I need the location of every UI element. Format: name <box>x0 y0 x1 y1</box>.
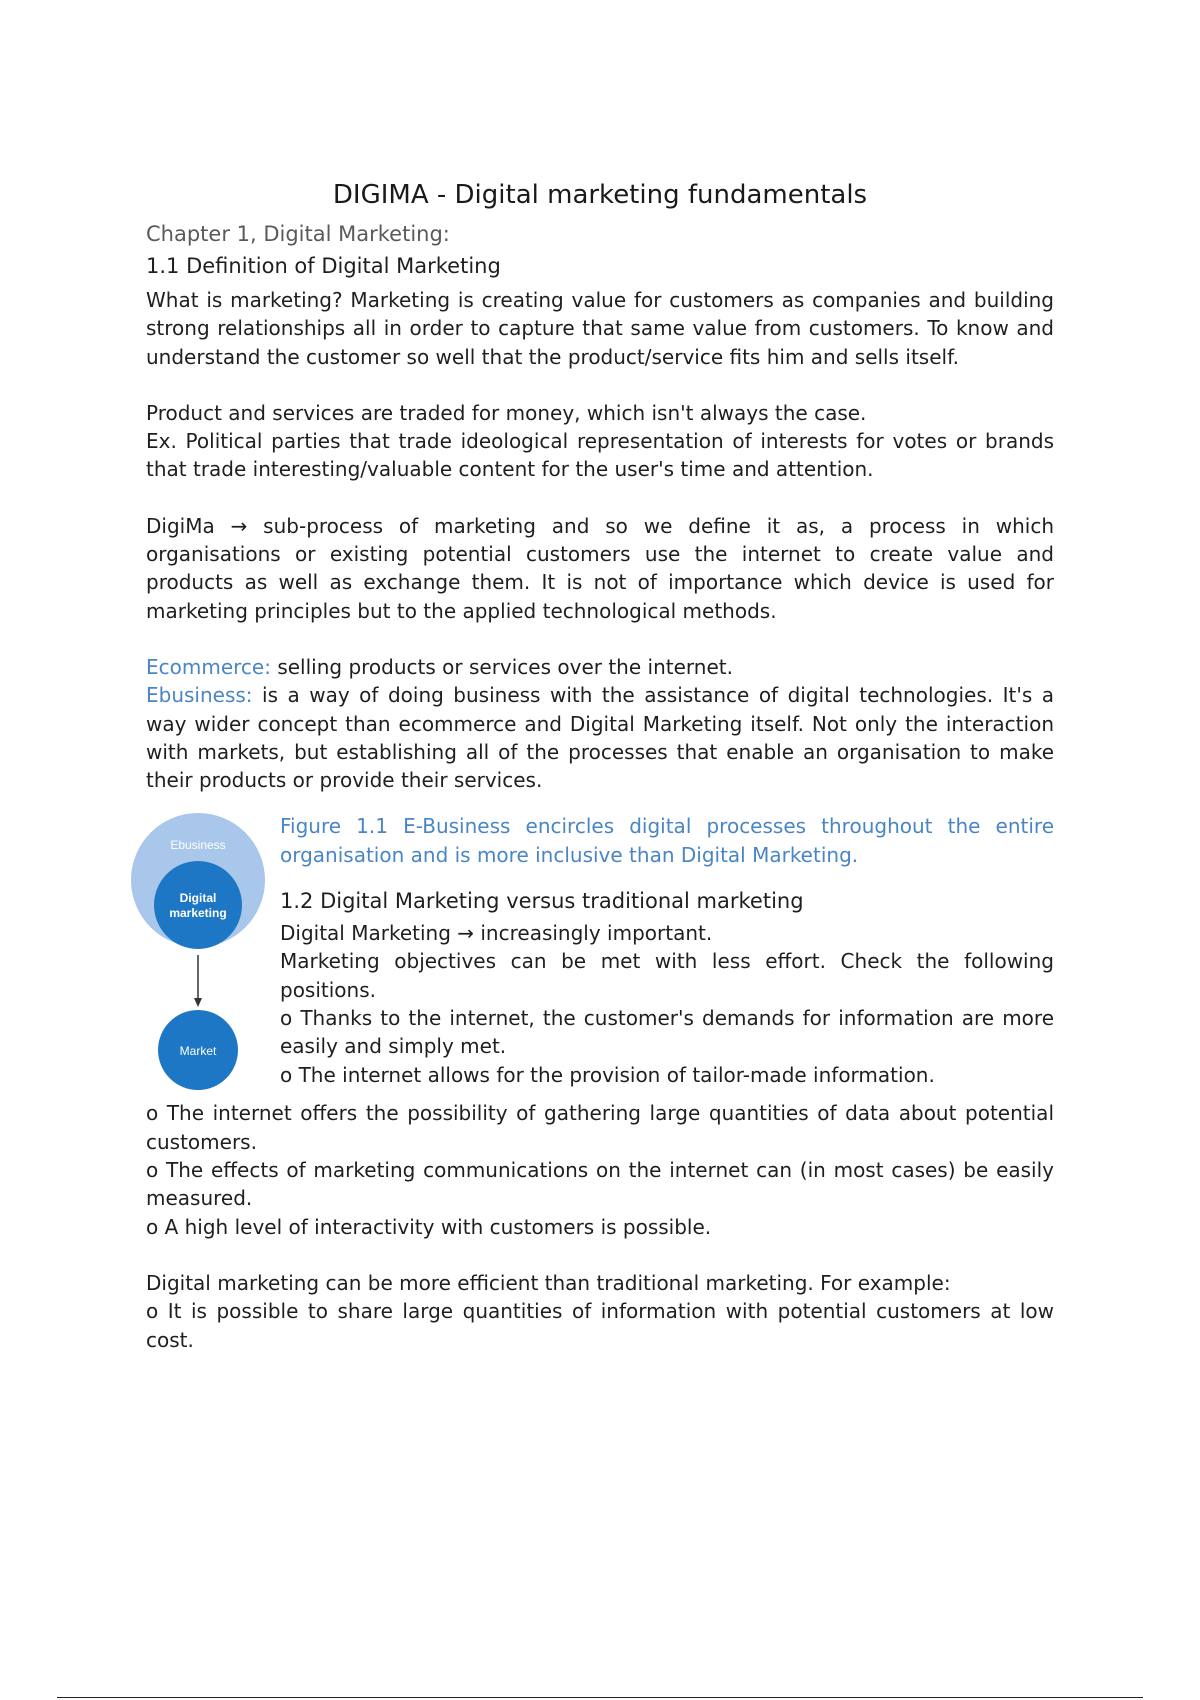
ebusiness-diagram-svg <box>130 812 266 1102</box>
digital-marketing-circle <box>154 861 242 949</box>
paragraph-marketing-definition: What is marketing? Marketing is creating value for customers as companies and building strong relationships all in order to capture that same value from customers. To know and understand the customer so well that the product/service fits him and sells itself. <box>146 288 1054 369</box>
bullet-interactivity: o A high level of interactivity with customers is possible. <box>146 1214 712 1239</box>
bullet-tailor-made: o The internet allows for the provision of tailor-made information. <box>280 1062 935 1087</box>
bullet-customer-demands: o Thanks to the internet, the customer's demands for information are more easily and simply met. <box>280 1005 1054 1059</box>
ebusiness-definition: is a way of doing business with the assistance of digital technologies. It's a way wider concept than ecommerce and Digital Marketing itself. Not only the interaction with markets, but establishing all of the processes that enable an organisation to make their products or provide their services. <box>146 683 1054 793</box>
figure-row <box>146 812 1054 1102</box>
arrow-head-icon <box>194 998 202 1007</box>
document-page <box>146 170 1054 1354</box>
ecommerce-definition: selling products or services over the internet. <box>270 654 733 679</box>
digital-marketing-label-2: marketing <box>169 906 227 921</box>
paragraph-digima: DigiMa → sub-process of marketing and so we define it as, a process in which organisations or existing potential customers use the internet to create value and products as well as exchange them. It is not of importance which device is used for marketing principles but to the applied technological methods. <box>146 513 1054 623</box>
footer-rule <box>57 1697 1143 1698</box>
paragraph-ebusiness <box>146 681 1054 794</box>
chapter-heading: Chapter 1, Digital Marketing: <box>146 222 450 246</box>
digital-marketing-label-1: Digital <box>179 891 217 906</box>
market-label: Market <box>179 1044 217 1059</box>
paragraph-efficient: Digital marketing can be more efficient than traditional marketing. For example: <box>146 1270 951 1295</box>
line-increasingly-important: Digital Marketing → increasingly important. <box>280 921 713 946</box>
bullet-measured: o The effects of marketing communications on the internet can (in most cases) be easily measured. <box>146 1158 1054 1211</box>
figure-side-text <box>280 812 1054 1102</box>
bullet-gathering-data: o The internet offers the possibility of gathering large quantities of data about potential customers. <box>146 1101 1054 1154</box>
ebusiness-term: Ebusiness: <box>146 683 253 708</box>
ecommerce-term: Ecommerce: <box>146 654 271 679</box>
figure-caption: Figure 1.1 E-Business encircles digital processes throughout the entire organisation and is more inclusive than Digital Marketing. <box>280 814 1054 867</box>
paragraph-example: Ex. Political parties that trade ideological representation of interests for votes or brands that trade interesting/valuable content for the user's time and attention. <box>146 429 1054 482</box>
figure-1-1-diagram <box>130 812 266 1102</box>
document-title: DIGIMA - Digital marketing fundamentals <box>332 180 868 210</box>
paragraph-ecommerce <box>146 653 1054 681</box>
ebusiness-label: Ebusiness <box>170 838 226 853</box>
paragraph-traded-for-money: Product and services are traded for money, which isn't always the case. <box>146 400 867 425</box>
section-heading-1-2: 1.2 Digital Marketing versus traditional marketing <box>280 889 804 914</box>
bullet-low-cost: o It is possible to share large quantities of information with potential customers at low cost. <box>146 1299 1054 1352</box>
line-marketing-objectives: Marketing objectives can be met with less effort. Check the following positions. <box>280 949 1054 1002</box>
section-heading-1-1: 1.1 Definition of Digital Marketing <box>146 254 501 278</box>
